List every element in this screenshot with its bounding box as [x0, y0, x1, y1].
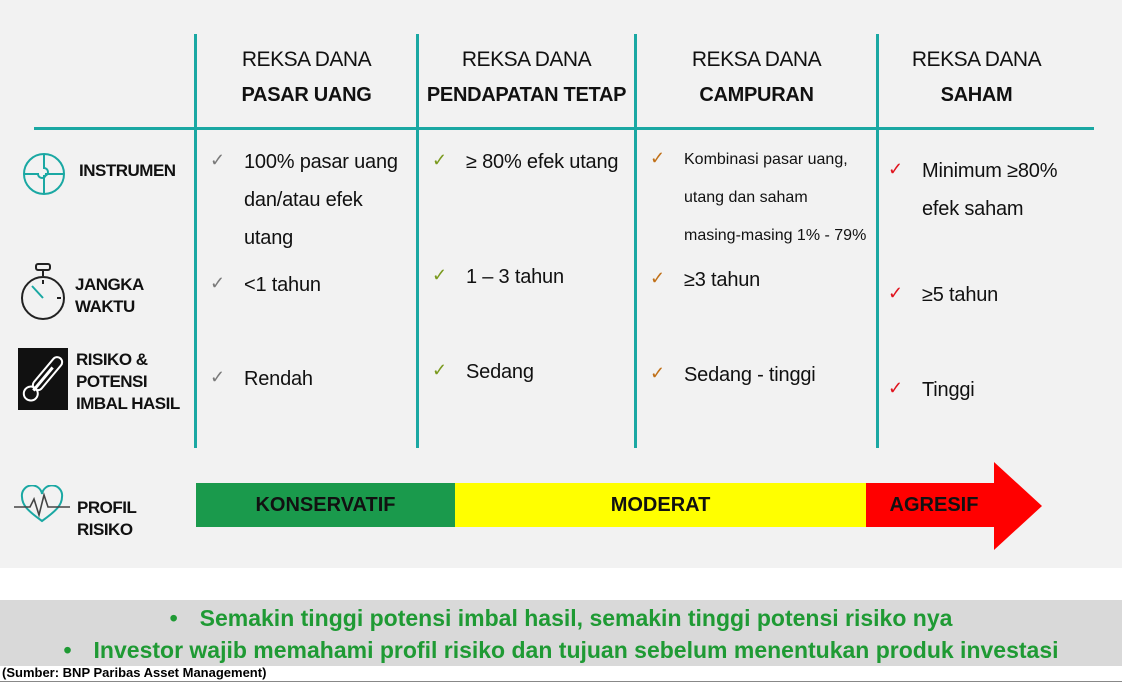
jangka-pendapatan-tetap [432, 258, 564, 296]
check-icon: ✓ [650, 363, 666, 383]
check-icon: ✓ [432, 150, 448, 170]
cell-text [466, 143, 618, 181]
cell-line: masing-masing 1% - 79% [684, 227, 867, 244]
column-header-campuran [637, 48, 876, 118]
puzzle-icon [20, 150, 68, 198]
thermometer-icon [18, 348, 68, 410]
cell-line: efek saham [922, 198, 1024, 220]
note-text: Investor wajib memahami profil risiko dan tujuan sebelum menentukan produk investasi [93, 637, 1059, 663]
cell-text: ≥3 tahun [684, 269, 761, 291]
zone-label: MODERAT [610, 493, 711, 516]
row-label-line: PROFIL [77, 498, 137, 517]
instrumen-saham [888, 152, 1088, 228]
cell-text: 1 – 3 tahun [466, 266, 564, 288]
row-label-line: JANGKA [75, 275, 144, 294]
row-label-line: RISIKO [77, 520, 133, 539]
check-icon: ✓ [210, 150, 226, 170]
risiko-pendapatan-tetap [432, 353, 534, 391]
row-label-instrumen: INSTRUMEN [79, 161, 176, 180]
column-header-line1: REKSA DANA [241, 48, 372, 71]
instrumen-pendapatan-tetap [432, 143, 632, 181]
bottom-rule [0, 681, 1122, 682]
check-icon: ✓ [432, 265, 448, 285]
row-label-risiko [76, 349, 180, 415]
column-header-line2: SAHAM [940, 84, 1013, 106]
column-header-line1: REKSA DANA [461, 48, 592, 71]
cell-text: Rendah [244, 368, 313, 390]
cell-line: utang [244, 227, 294, 249]
column-header-line2: PASAR UANG [241, 84, 372, 106]
source-caption: (Sumber: BNP Paribas Asset Management) [2, 665, 267, 680]
column-header-pasar-uang [197, 48, 416, 118]
cell-text: <1 tahun [244, 274, 321, 296]
cell-line: utang dan saham [684, 189, 808, 206]
cell-line: Kombinasi pasar uang, [684, 151, 848, 168]
column-header-line1: REKSA DANA [691, 48, 822, 71]
cell-line: Minimum ≥80% [922, 160, 1058, 182]
row-label-profil-risiko [77, 497, 136, 541]
row-label-line: IMBAL HASIL [76, 394, 180, 413]
zone-konservatif [196, 483, 455, 527]
column-header-line1: REKSA DANA [911, 48, 1042, 71]
stopwatch-icon [18, 262, 68, 324]
risiko-campuran [650, 356, 816, 394]
cell-text: Tinggi [922, 379, 975, 401]
row-label-line: WAKTU [75, 297, 135, 316]
jangka-saham [888, 276, 998, 314]
cell-text: Sedang [466, 361, 534, 383]
check-icon: ✓ [432, 360, 448, 380]
check-icon: ✓ [888, 283, 904, 303]
zone-agresif [866, 483, 1002, 527]
cell-text [684, 141, 866, 255]
column-header-line2: CAMPURAN [699, 84, 814, 106]
jangka-campuran [650, 261, 760, 299]
cell-text: Sedang - tinggi [684, 364, 816, 386]
column-header-line2: PENDAPATAN TETAP [426, 84, 627, 106]
cell-text [244, 143, 398, 257]
bullet-icon: • [63, 637, 72, 663]
jangka-pasar-uang [210, 266, 321, 304]
note-item [0, 605, 1122, 632]
cell-line: dan/atau efek [244, 189, 363, 211]
instrumen-campuran [650, 141, 876, 255]
instrumen-pasar-uang [210, 143, 414, 257]
note-text: Semakin tinggi potensi imbal hasil, semakin tinggi potensi risiko nya [199, 605, 953, 631]
zone-label: AGRESIF [889, 493, 979, 516]
cell-line: ≥ 80% efek utang [466, 151, 619, 173]
row-label-jangka-waktu [75, 274, 144, 318]
row-label-line: POTENSI [76, 372, 148, 391]
risiko-saham [888, 371, 975, 409]
check-icon: ✓ [210, 367, 226, 387]
note-item [0, 637, 1122, 664]
zone-label: KONSERVATIF [255, 493, 396, 516]
zone-moderat [455, 483, 866, 527]
row-label-line: RISIKO & [76, 350, 148, 369]
check-icon: ✓ [888, 378, 904, 398]
risiko-pasar-uang [210, 360, 313, 398]
header-divider [34, 127, 1094, 130]
cell-line: 100% pasar uang [244, 151, 398, 173]
cell-text [922, 152, 1057, 228]
check-icon: ✓ [210, 273, 226, 293]
heartbeat-icon [14, 485, 70, 525]
bullet-icon: • [169, 605, 178, 631]
column-header-pendapatan-tetap [419, 48, 634, 118]
column-header-saham [879, 48, 1074, 118]
check-icon: ✓ [650, 268, 666, 288]
check-icon: ✓ [888, 159, 904, 179]
check-icon: ✓ [650, 148, 666, 168]
cell-text: ≥5 tahun [922, 284, 999, 306]
